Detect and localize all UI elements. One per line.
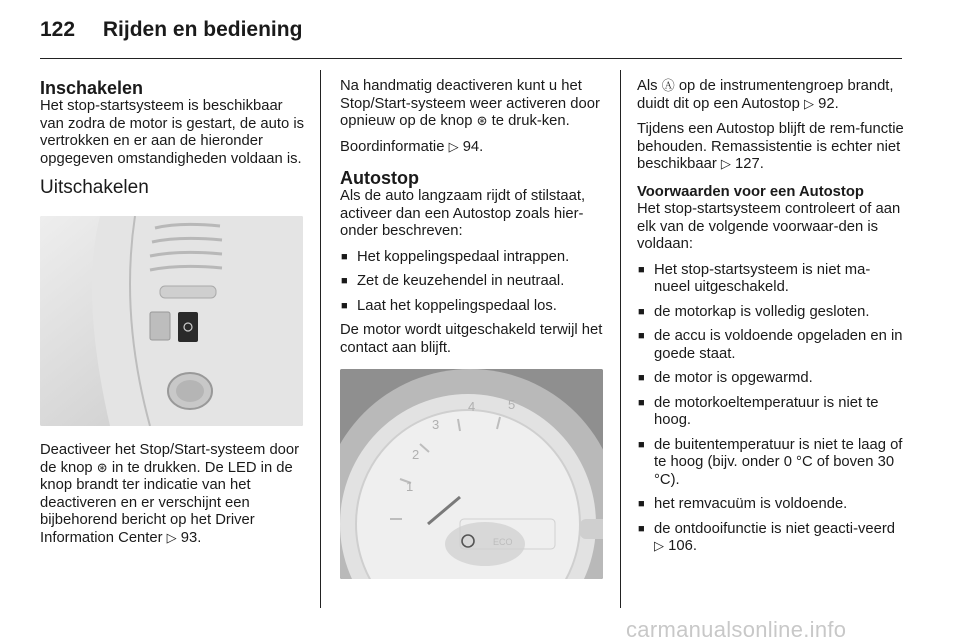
remfunctie-ref: 127. [735,156,764,172]
paragraph-boordinformatie [340,139,606,157]
heading-inschakelen: Inschakelen [40,78,144,98]
heading-autostop: Autostop [340,168,419,188]
gauge-number: 5 [508,397,516,412]
list-item: ■ Het koppelingspedaal intrappen. [340,249,606,267]
deactiveer-ref: 93. [180,529,202,546]
heading-voorwaarden: Voorwaarden voor een Autostop [637,183,864,200]
last-condition-text: de ontdooifunctie is niet geacti-veerd [654,520,896,537]
paragraph-motor-uitgeschakeld: De motor wordt uitgeschakeld terwijl het contact aan blijft. [340,322,603,356]
gauge-number: 4 [468,399,476,414]
list-item: ■ de motorkoeltemperatuur is niet te hoog. [637,395,905,430]
page-reference-arrow-icon: ▷ [804,96,815,112]
column-divider-1 [320,70,321,608]
page-reference-arrow-icon: ▷ [654,539,664,554]
column-2 [340,78,606,579]
list-item: ■ de buitentemperatuur is niet te laag of te hoog (bijv. onder 0 °C of boven 30 °C). [637,437,905,490]
list-item: ■ de motorkap is volledig gesloten. [637,304,905,322]
remfunctie-text: Tijdens een Autostop blijft de rem-functie behouden. Remassistentie is echter niet beschikbaar [637,121,904,172]
instrument-cluster-photo [340,369,603,579]
page-reference-arrow-icon: ▷ [720,157,731,172]
page-header [40,18,302,48]
column-divider-2 [620,70,621,608]
page-reference-arrow-icon: ▷ [166,530,177,546]
paragraph-voorwaarden: Het stop-startsysteem controleert of aan elk van de volgende voorwaar-den is voldaan: [637,201,901,252]
list-item: ■ Laat het koppelingspedaal los. [340,298,606,316]
autostop-steps-list [340,249,606,316]
list-item: ■ de accu is voldoende opgeladen en in goede staat. [637,328,905,363]
handmatig-text-a: Na handmatig deactiveren kunt u het Stop/Start-systeem weer activeren door opnieuw op de knop [340,78,600,129]
gauge-number: 2 [412,447,420,462]
page-number: 122 [40,18,76,41]
stop-start-button-icon: ⊛ [96,460,108,476]
paragraph-autostop: Als de auto langzaam rijdt of stilstaat, activeer dan een Autostop zoals hier-onder beschreven: [340,188,586,239]
paragraph-remfunctie [637,121,905,174]
page-reference-arrow-icon: ▷ [448,139,459,155]
header-rule [40,58,902,59]
stop-start-button-icon: ⊛ [476,114,488,129]
indicator-text-a: Als [637,78,658,94]
list-item: ■ het remvacuüm is voldoende. [637,496,905,514]
eco-label: ECO [493,537,513,547]
deactiveer-text-a: Deactiveer het Stop/Start-systeem door de knop [40,442,300,476]
indicator-ref: 92. [818,95,839,112]
conditions-list [637,262,905,556]
gauge-number: 1 [406,479,414,494]
column-1 [40,78,306,555]
paragraph-autostop-indicator [637,78,905,113]
indicator-text-b: op de instrumentengroep brandt, duidt dit op een Autostop [637,78,894,112]
gauge-number: 3 [432,417,440,432]
list-item: ■ de motor is opgewarmd. [637,370,905,388]
list-item: ■ Het stop-startsysteem is niet ma-nueel uitgeschakeld. [637,262,905,297]
boordinformatie-ref: 94. [462,138,484,155]
list-item: ■ Zet de keuzehendel in neutraal. [340,273,606,291]
handmatig-text-b: te druk-ken. [491,113,570,129]
last-condition-ref: 106. [668,538,697,554]
boordinformatie-text: Boordinformatie [340,138,445,155]
deactiveer-text-b: in te drukken. De LED in de knop brandt ter indicatie van het deactiveren en er verschijnt een bijbehorend bericht op het Driver Information Center [40,459,293,546]
autostop-indicator-icon: Ⓐ [661,79,675,94]
page-title: Rijden en bediening [102,18,303,41]
watermark: carmanualsonline.info [626,617,847,642]
list-item [637,521,905,556]
heading-uitschakelen: Uitschakelen [40,177,149,198]
column-3 [637,78,905,563]
paragraph-handmatig [340,78,606,131]
stop-start-button-photo [40,216,303,426]
paragraph-inschakelen: Het stop-startsysteem is beschikbaar van zodra de motor is gestart, de auto is vertrokken en er aan de hieronder opgegeven omstandigheden voldaan is. [40,98,305,167]
paragraph-deactiveer [40,442,306,547]
